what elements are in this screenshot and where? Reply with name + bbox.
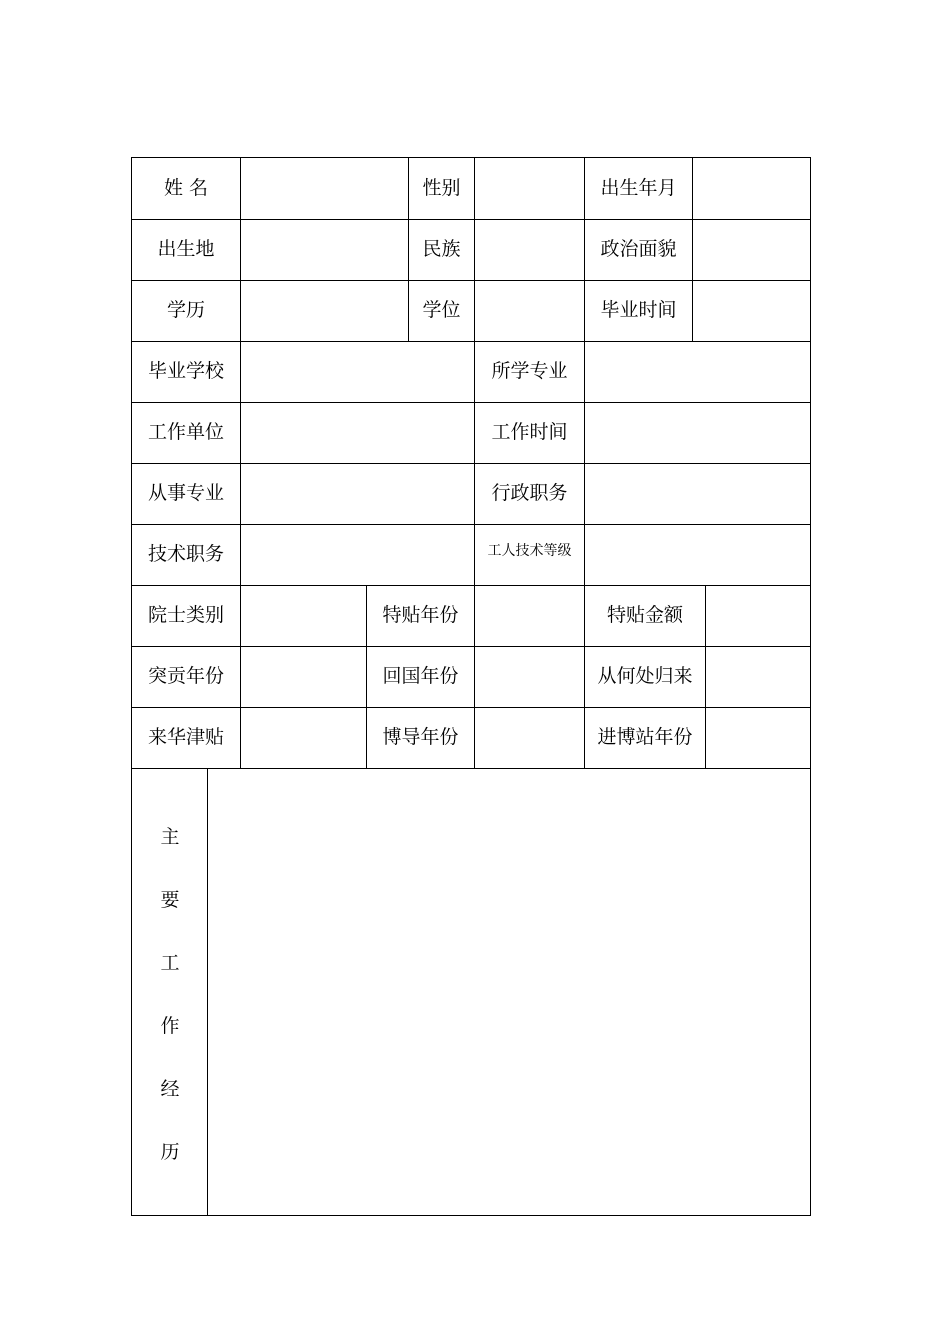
returned-from-field[interactable] bbox=[706, 646, 810, 707]
label-work-start-date: 工作时间 bbox=[491, 421, 568, 443]
work-experience-label-char: 经 bbox=[160, 1078, 180, 1100]
label-allowance-amount: 特贴金额 bbox=[606, 604, 683, 626]
work-experience-label-char: 作 bbox=[160, 1015, 180, 1037]
label-graduation-date: 毕业时间 bbox=[600, 299, 677, 321]
gender-field[interactable] bbox=[475, 158, 584, 219]
label-technical-title: 技术职务 bbox=[147, 543, 224, 565]
label-academician-category: 院士类别 bbox=[147, 604, 224, 626]
label-degree: 学位 bbox=[422, 299, 461, 321]
label-birthplace: 出生地 bbox=[157, 238, 215, 260]
admin-position-field[interactable] bbox=[585, 463, 810, 524]
name-field[interactable] bbox=[241, 158, 408, 219]
worker-skill-level-field[interactable] bbox=[585, 524, 810, 585]
birth-date-field[interactable] bbox=[693, 158, 810, 219]
label-major: 所学专业 bbox=[491, 360, 568, 382]
application-form-table bbox=[131, 157, 811, 1216]
label-ethnicity: 民族 bbox=[422, 238, 461, 260]
contribution-year-field[interactable] bbox=[241, 646, 366, 707]
major-field[interactable] bbox=[585, 341, 810, 402]
label-contribution-year: 突贡年份 bbox=[147, 665, 224, 687]
work-start-date-field[interactable] bbox=[585, 402, 810, 463]
label-allowance-year: 特贴年份 bbox=[382, 604, 459, 626]
label-admin-position: 行政职务 bbox=[491, 482, 568, 504]
allowance-year-field[interactable] bbox=[475, 585, 584, 646]
birthplace-field[interactable] bbox=[241, 219, 408, 280]
label-political-status: 政治面貌 bbox=[600, 238, 677, 260]
postdoc-station-year-field[interactable] bbox=[706, 707, 810, 768]
profession-field[interactable] bbox=[241, 463, 474, 524]
china-allowance-field[interactable] bbox=[241, 707, 366, 768]
work-experience-label-char: 历 bbox=[160, 1141, 180, 1163]
education-field[interactable] bbox=[241, 280, 408, 341]
label-name: 姓 名 bbox=[163, 177, 209, 199]
label-graduation-school: 毕业学校 bbox=[147, 360, 224, 382]
label-return-year: 回国年份 bbox=[382, 665, 459, 687]
academician-category-field[interactable] bbox=[241, 585, 366, 646]
label-china-allowance: 来华津贴 bbox=[147, 726, 224, 748]
political-status-field[interactable] bbox=[693, 219, 810, 280]
label-worker-skill-level: 工人技术等级 bbox=[487, 543, 572, 559]
work-experience-label-char: 要 bbox=[160, 889, 180, 911]
label-profession: 从事专业 bbox=[147, 482, 224, 504]
label-returned-from: 从何处归来 bbox=[597, 665, 693, 687]
label-work-unit: 工作单位 bbox=[147, 421, 224, 443]
label-postdoc-station-year: 进博站年份 bbox=[597, 726, 693, 748]
graduation-school-field[interactable] bbox=[241, 341, 474, 402]
graduation-date-field[interactable] bbox=[693, 280, 810, 341]
return-year-field[interactable] bbox=[475, 646, 584, 707]
work-experience-field[interactable] bbox=[208, 769, 810, 1215]
ethnicity-field[interactable] bbox=[475, 219, 584, 280]
allowance-amount-field[interactable] bbox=[706, 585, 810, 646]
label-gender: 性别 bbox=[422, 177, 461, 199]
technical-title-field[interactable] bbox=[241, 524, 474, 585]
label-education: 学历 bbox=[166, 299, 205, 321]
label-doctoral-supervisor-year: 博导年份 bbox=[382, 726, 459, 748]
degree-field[interactable] bbox=[475, 280, 584, 341]
work-unit-field[interactable] bbox=[241, 402, 474, 463]
work-experience-label-char: 工 bbox=[160, 952, 180, 974]
work-experience-label bbox=[132, 769, 208, 1217]
doctoral-supervisor-year-field[interactable] bbox=[475, 707, 584, 768]
work-experience-label-char: 主 bbox=[160, 826, 180, 848]
label-birth-date: 出生年月 bbox=[600, 177, 677, 199]
